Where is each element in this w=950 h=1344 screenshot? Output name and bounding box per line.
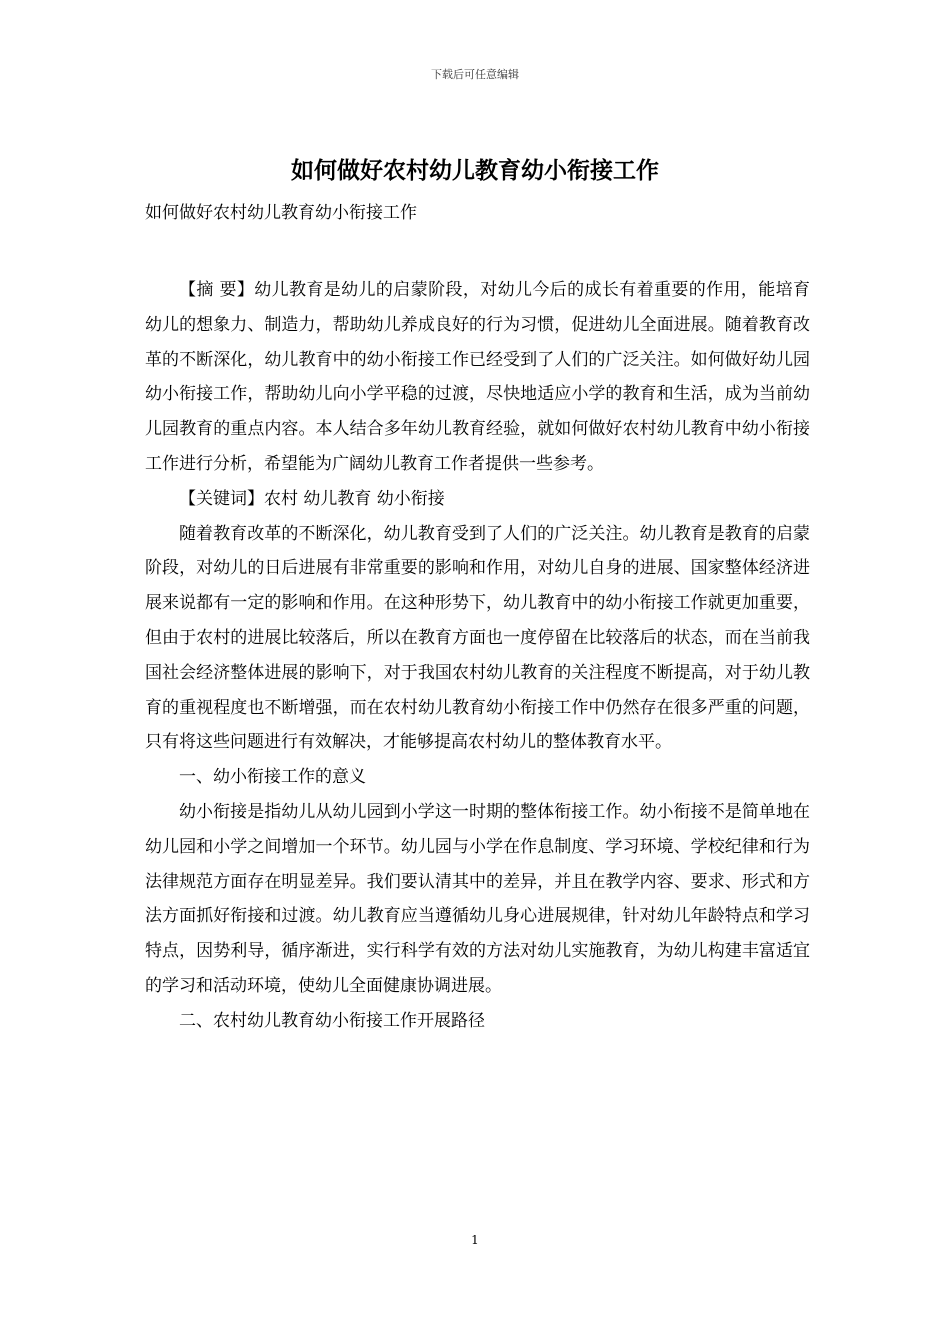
section-heading-2: 二、农村幼儿教育幼小衔接工作开展路径 <box>179 1010 485 1031</box>
document-body <box>145 273 810 1039</box>
document-subtitle: 如何做好农村幼儿教育幼小衔接工作 <box>145 203 417 223</box>
section-1-paragraph: 幼小衔接是指幼儿从幼儿园到小学这一时期的整体衔接工作。幼小衔接不是简单地在幼儿园和小学之间增加一个环节。幼儿园与小学在作息制度、学习环境、学校纪律和行为法律规范方面存在明显差异。我们要认清其中的差异，并且在教学内容、要求、形式和方法方面抓好衔接和过渡。幼儿教育应当遵循幼儿身心进展规律，针对幼儿年龄特点和学习特点，因势利导，循序渐进，实行科学有效的方法对幼儿实施教育，为幼儿构建丰富适宜的学习和活动环境，使幼儿全面健康协调进展。 <box>145 801 810 996</box>
abstract-paragraph: 【摘 要】幼儿教育是幼儿的启蒙阶段，对幼儿今后的成长有着重要的作用，能培育幼儿的想象力、制造力，帮助幼儿养成良好的行为习惯，促进幼儿全面进展。随着教育改革的不断深化，幼儿教育中的幼小衔接工作已经受到了人们的广泛关注。如何做好幼儿园幼小衔接工作，帮助幼儿向小学平稳的过渡，尽快地适应小学的教育和生活，成为当前幼儿园教育的重点内容。本人结合多年幼儿教育经验，就如何做好农村幼儿教育中幼小衔接工作进行分析，希望能为广阔幼儿教育工作者提供一些参考。 <box>145 280 810 474</box>
document-title: 如何做好农村幼儿教育幼小衔接工作 <box>291 157 659 184</box>
page-number: 1 <box>471 1233 479 1247</box>
page-header: 下载后可任意编辑 <box>431 68 519 81</box>
intro-paragraph: 随着教育改革的不断深化，幼儿教育受到了人们的广泛关注。幼儿教育是教育的启蒙阶段，对幼儿的日后进展有非常重要的影响和作用，对幼儿自身的进展、国家整体经济进展来说都有一定的影响和作用。在这种形势下，幼儿教育中的幼小衔接工作就更加重要，但由于农村的进展比较落后，所以在教育方面也一度停留在比较落后的状态，而在当前我国社会经济整体进展的影响下，对于我国农村幼儿教育的关注程度不断提高，对于幼儿教育的重视程度也不断增强，而在农村幼儿教育幼小衔接工作中仍然存在很多严重的问题，只有将这些问题进行有效解决，才能够提高农村幼儿的整体教育水平。 <box>145 523 810 753</box>
section-heading-1: 一、幼小衔接工作的意义 <box>179 767 366 788</box>
keywords-paragraph: 【关键词】农村 幼儿教育 幼小衔接 <box>179 488 445 509</box>
